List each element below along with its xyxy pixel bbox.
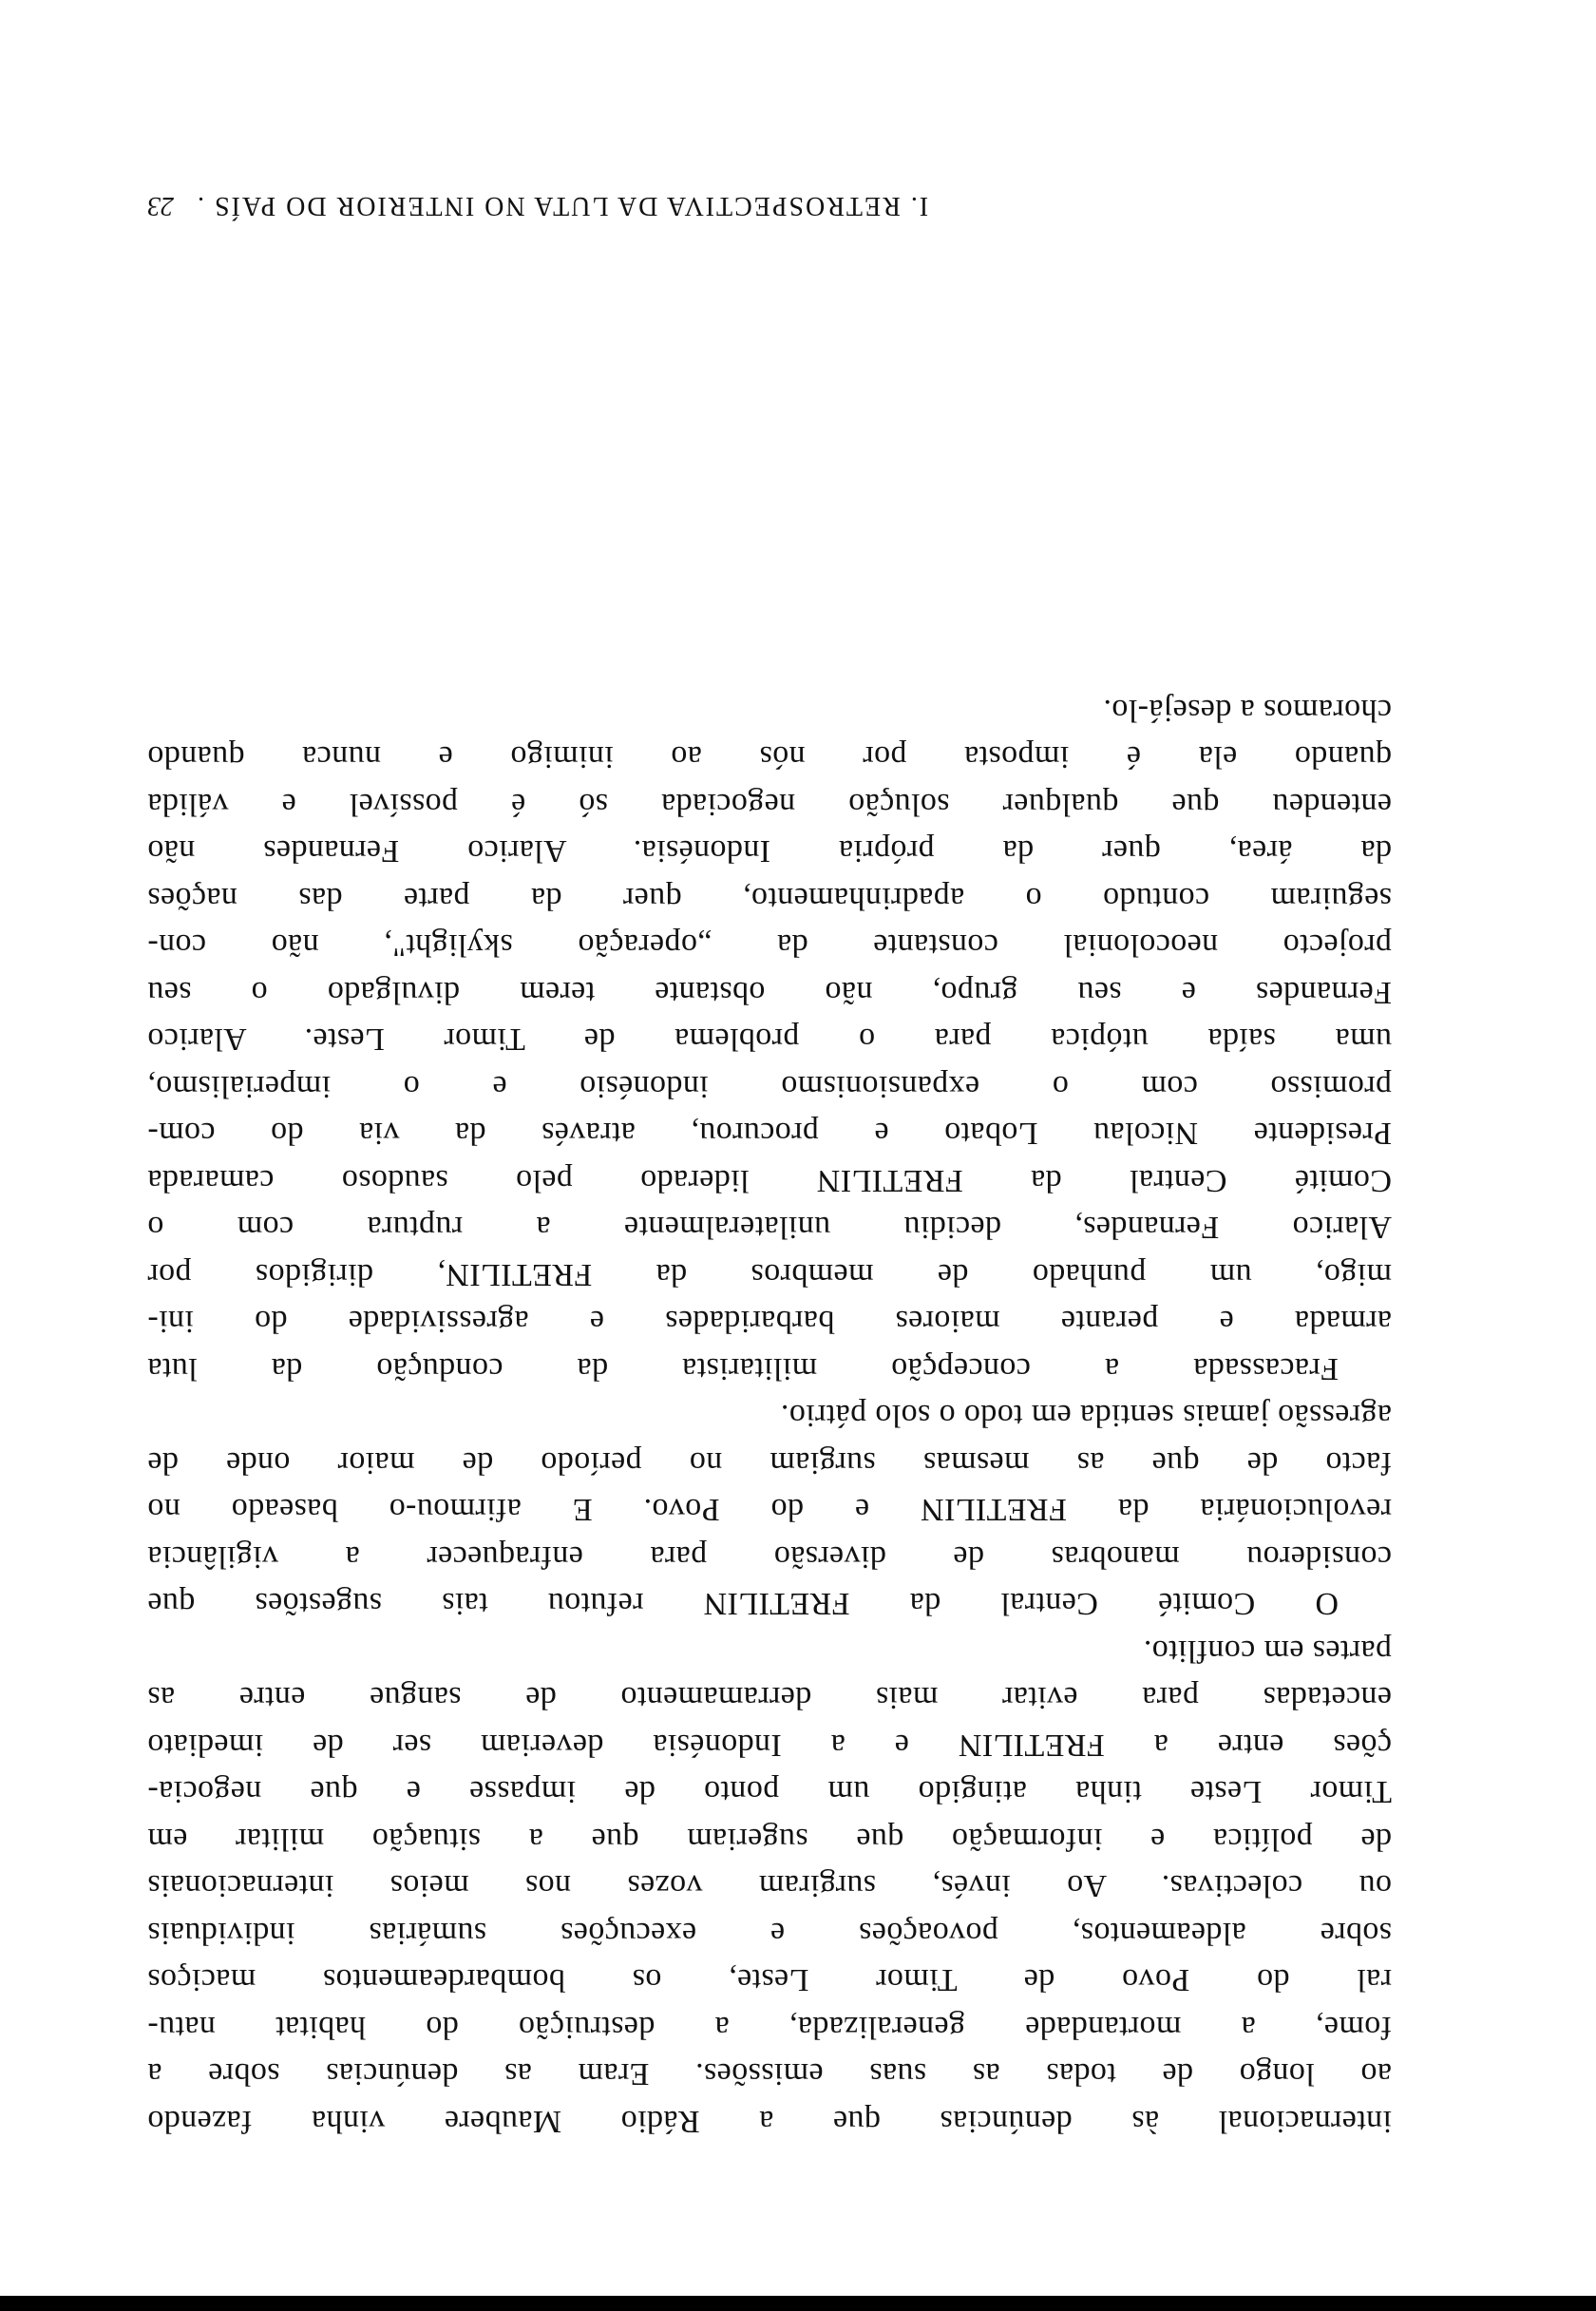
text-line: encetadas para evitar mais derramamento de sangue entre as: [147, 1680, 1392, 1716]
text-line: promisso com o expansionismo indonésio e o imperialismo,: [147, 1069, 1392, 1104]
text-line: ral do Povo de Timor Leste, os bombardeamentos maciços: [147, 1962, 1392, 1998]
text-line: Alarico Fernandes, decidiu unilateralmente a ruptura com o: [147, 1210, 1392, 1246]
text-line: facto de que as mesmas surgiam no período de maior onde de: [147, 1445, 1392, 1480]
text-line: entendeu que qualquer solução negociada só é possível e válida: [147, 787, 1392, 822]
running-head-title: I. RETROSPECTIVA DA LUTA NO INTERIOR DO PAÍS: [213, 191, 929, 220]
text-line: da área, quer da própria Indonésia. Alarico Fernandes não: [147, 833, 1392, 869]
text-line: fome, a mortandade generalizada, a destruição do habitat natu-: [147, 2010, 1392, 2045]
text-line: uma saída utópica para o problema de Timor Leste. Alarico: [147, 1022, 1392, 1058]
text-line: Presidente Nicolau Lobato e procurou, através da via do com-: [147, 1116, 1392, 1152]
text-line: considerou manobras de diversão para enfraquecer a vigilância: [147, 1539, 1392, 1575]
text-line: quando ela é imposta por nós ao inimigo e nunca quando: [147, 739, 1392, 775]
text-line: Timor Leste tinha atingido um ponto de impasse e que negocia-: [147, 1774, 1392, 1810]
body-text: [147, 687, 1392, 2146]
running-head-separator: .: [196, 191, 204, 220]
text-line: seguiram contudo o apadrinhamento, quer da parte das nações: [147, 881, 1392, 916]
text-line: sobre aldeamentos, povoações e execuções sumárias individuais: [147, 1916, 1392, 1951]
text-line: O Comité Central da FRETILIN refutou tais sugestões que: [147, 1586, 1339, 1622]
scan-edge-shadow: [0, 2296, 1596, 2311]
text-line: partes em conflito.: [1143, 1633, 1392, 1669]
text-line: ao longo de todas as suas emissões. Eram as denúncias sobre a: [147, 2056, 1392, 2092]
text-line: armada e perante maiores barbaridades e agressividade do ini-: [147, 1304, 1392, 1340]
text-line: Comité Central da FRETILIN liderado pelo saudoso camarada: [147, 1163, 1392, 1198]
page-number: 23: [147, 191, 174, 220]
text-line: projecto neocolonial constante da „operação skylight", não con-: [147, 927, 1392, 964]
running-head: [147, 190, 1392, 220]
text-line: agressão jamais sentida em todo o solo pátrio.: [780, 1398, 1392, 1434]
text-line: ções entre a FRETILIN e a Indonésia deveriam ser de imediato: [147, 1728, 1392, 1763]
text-line: choramos a desejá-lo.: [1103, 693, 1392, 728]
text-line: ou colectivas. Ao invés, surgiram vozes nos meios internacionais: [147, 1868, 1392, 1904]
text-line: migo, um punhado de membros da FRETILIN, dirigidos por: [147, 1257, 1392, 1292]
text-line: revolucionária da FRETILIN e do Povo. E afirmou-o baseado no: [147, 1492, 1392, 1528]
text-line: de política e informação que sugeriam que a situação militar em: [147, 1822, 1392, 1857]
text-line: Fernandes e seu grupo, não obstante terem divulgado o seu: [147, 975, 1392, 1010]
text-line: internacional às denúncias que a Rádio Maubere vinha fazendo: [147, 2104, 1392, 2139]
text-line: Fracassada a concepção militarista da condução da luta: [147, 1351, 1339, 1386]
